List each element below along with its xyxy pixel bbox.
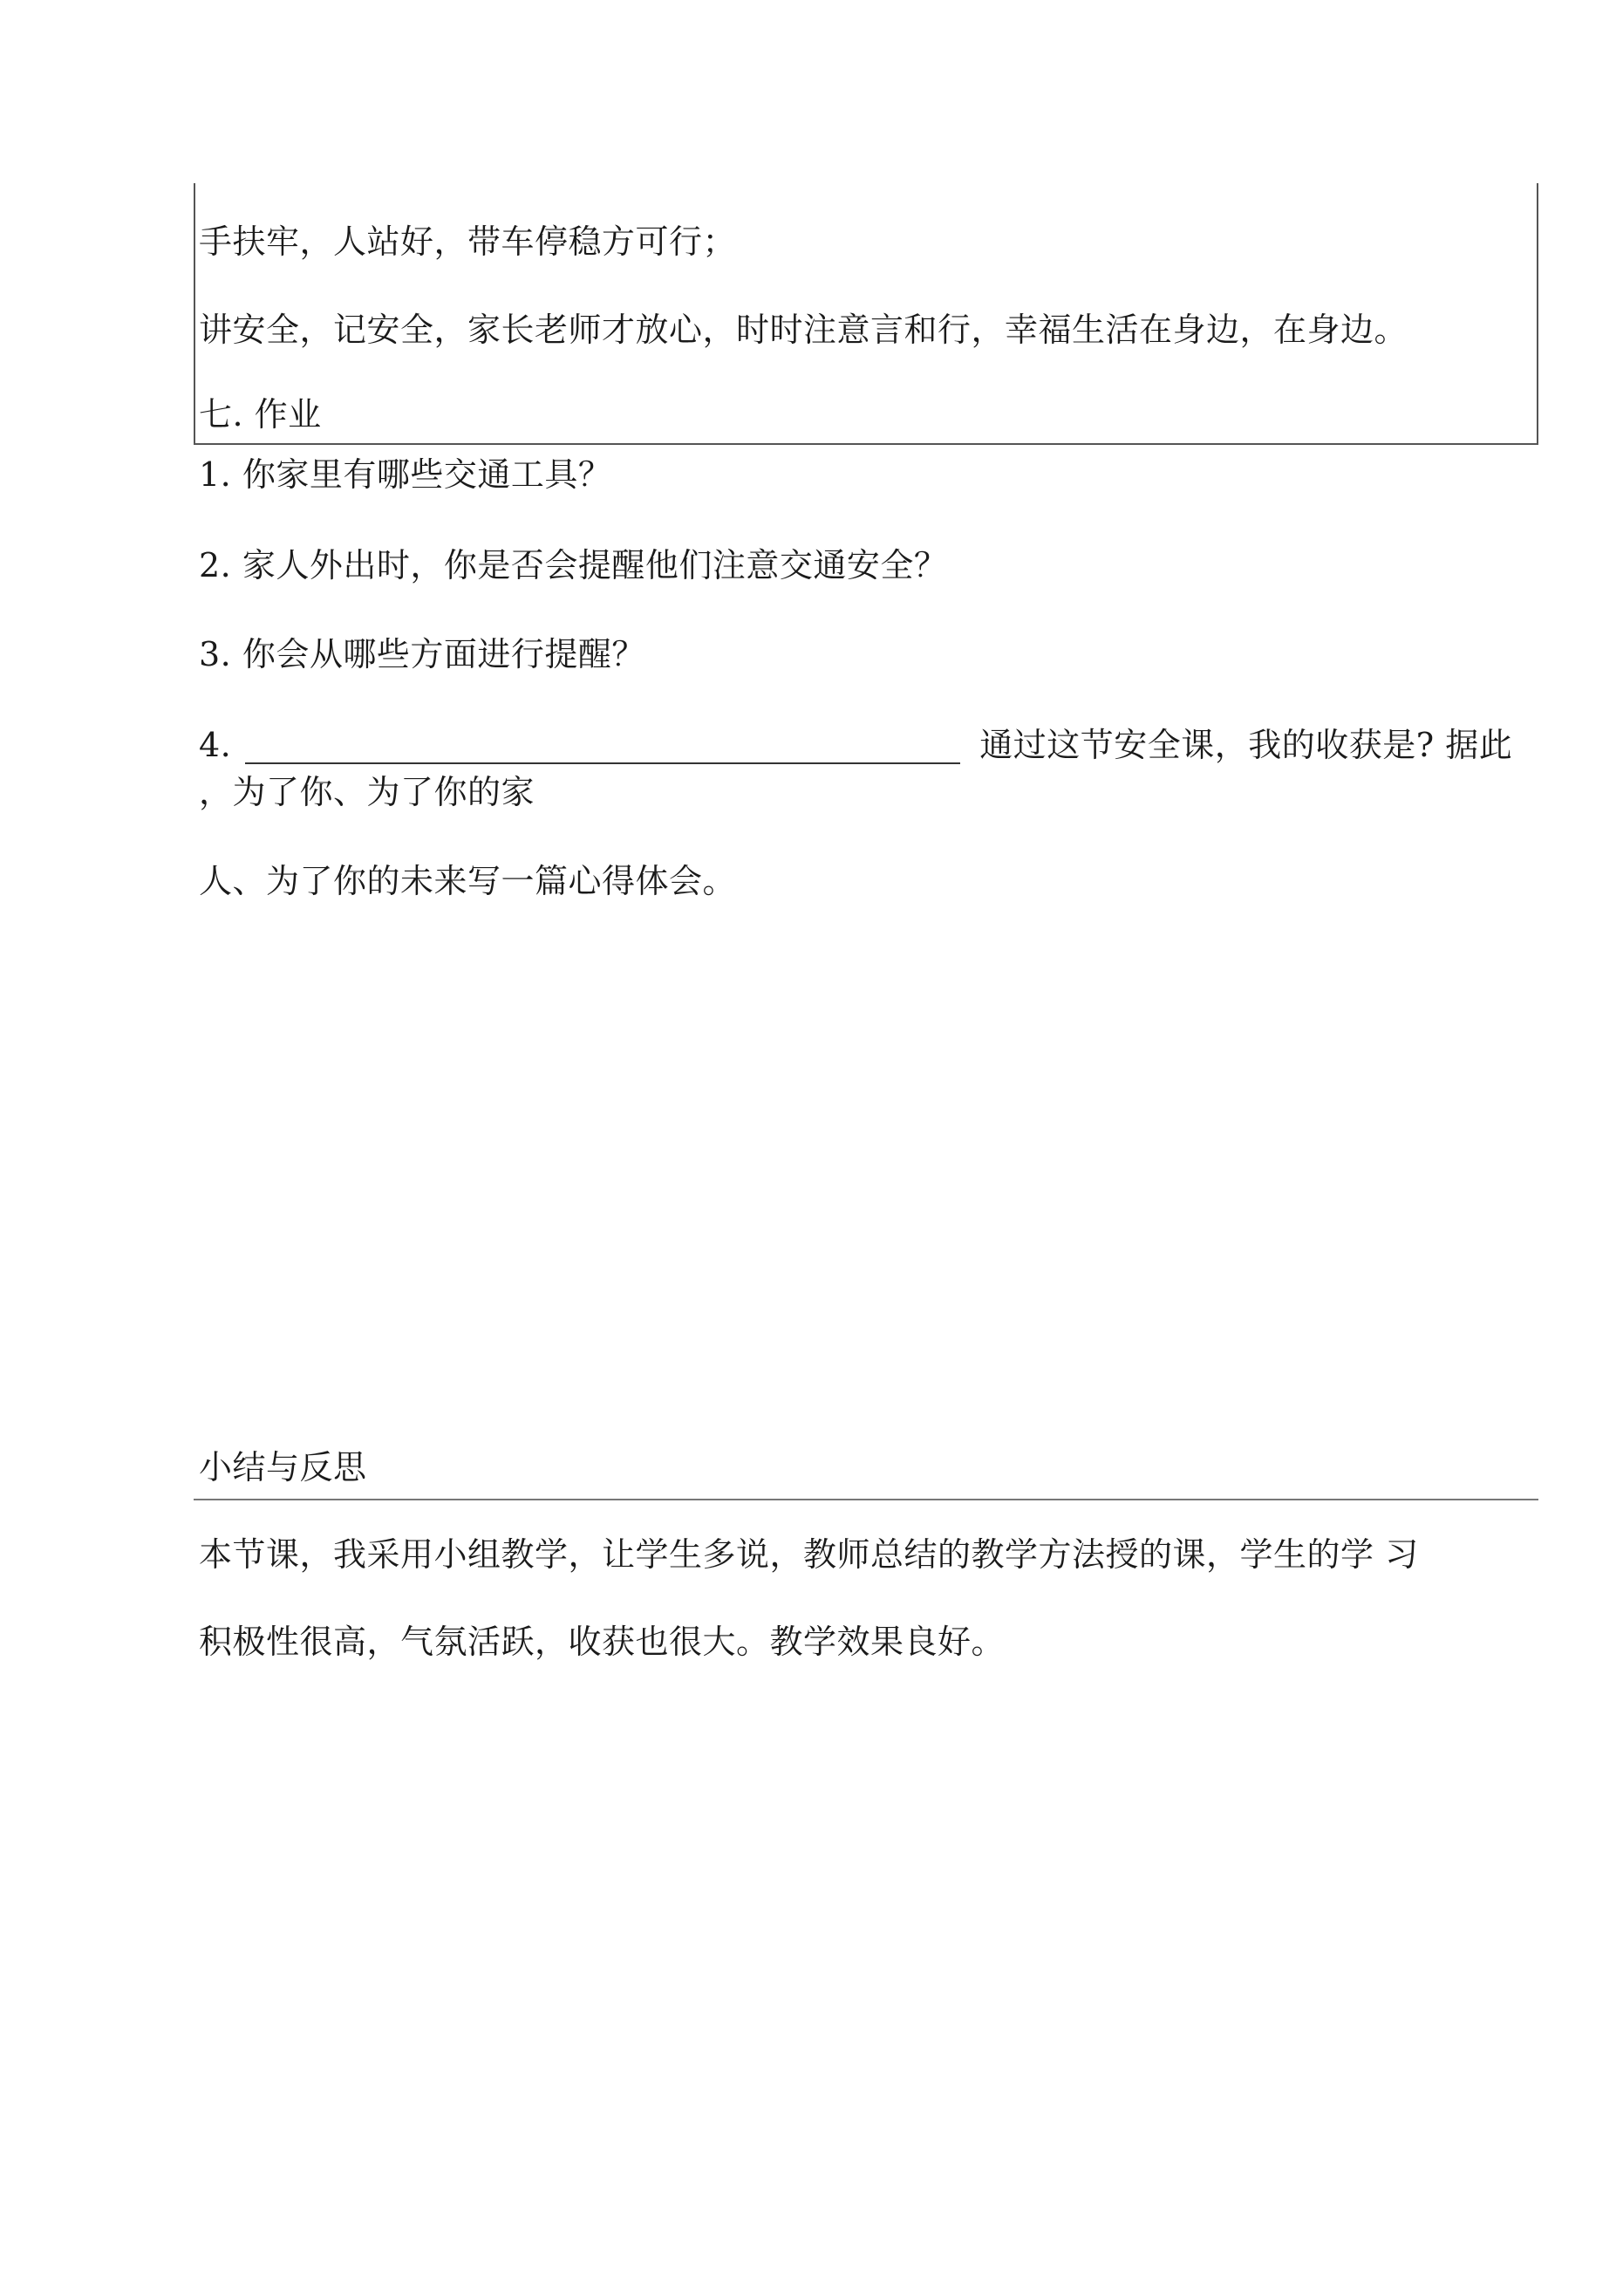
answer-blank: [245, 731, 960, 764]
boxed-line-2: 讲安全，记安全，家长老师才放心，时时注意言和行，幸福生活在身边，在身边。: [199, 311, 1408, 349]
homework-question-1: 1. 你家里有哪些交通工具？: [199, 455, 612, 494]
homework-question-4: [199, 726, 1512, 764]
boxed-line-1: 手扶牢，人站好，带车停稳方可行；: [199, 222, 737, 261]
summary-divider: [194, 1499, 1538, 1500]
question-4-continuation-2: 人、为了你的未来写一篇心得体会。: [199, 862, 737, 900]
question-4-number: 4.: [199, 726, 232, 764]
question-4-continuation: ，为了你、为了你的家: [199, 773, 535, 811]
section-7-heading: 七. 作业: [199, 395, 322, 434]
summary-paragraph-line-1: 本节课，我采用小组教学，让学生多说，教师总结的教学方法授的课，学生的学 习: [199, 1535, 1419, 1574]
question-4-text: 通过这节安全课，我的收获是? 据此: [979, 726, 1513, 764]
summary-heading: 小结与反思: [199, 1448, 367, 1486]
summary-paragraph-line-2: 积极性很高，气氛活跃，收获也很大。教学效果良好。: [199, 1623, 1006, 1661]
homework-question-3: 3. 你会从哪些方面进行提醒？: [199, 635, 645, 673]
homework-question-2: 2. 家人外出时，你是否会提醒他们注意交通安全？: [199, 546, 948, 584]
